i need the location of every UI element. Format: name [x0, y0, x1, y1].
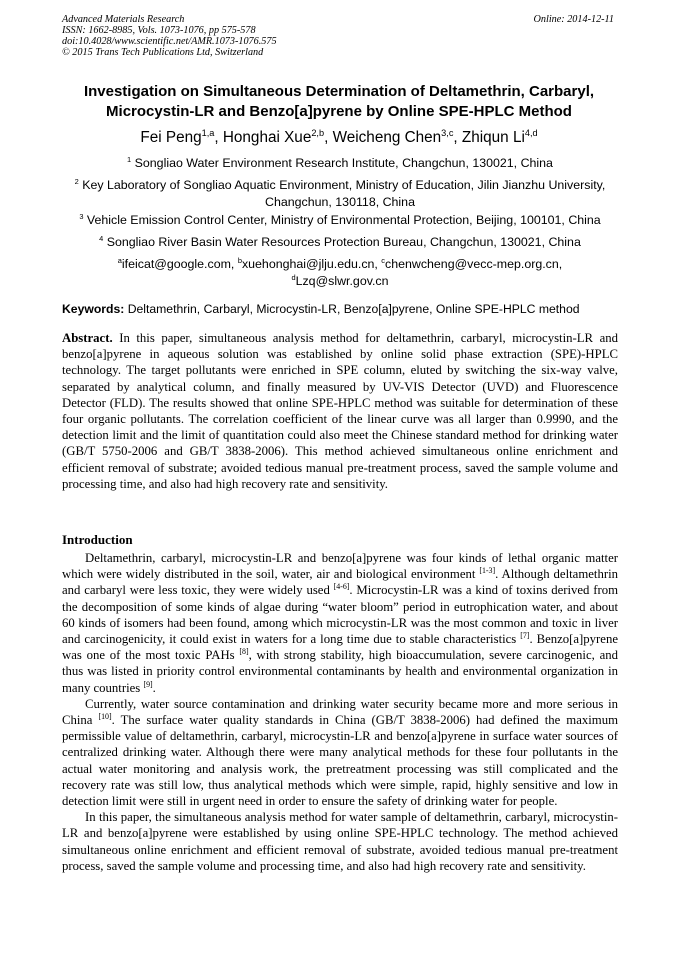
journal-name: Advanced Materials Research — [62, 14, 185, 25]
intro-paragraph-1: Deltamethrin, carbaryl, microcystin-LR and benzo[a]pyrene was four kinds of lethal organic matter which were widely distributed in the soil, water, air and biological environment [1-3]. Although deltamethrin and carbaryl were less toxic, they were widely used [4-6]. Microcystin-LR was a kind of toxins derived from the decomposition of some kinds of algae during “water bloom” period in eutrophication water, and about 60 kinds of isomers had been found, among which microcystin-LR was the most common and toxic in liver and carcinogenicity, it could exist in waters for a long time due to stable characteristics [7]. Benzo[a]pyrene was one of the most toxic PAHs [8], with strong stability, high bioaccumulation, severe carcinogenic, and thus was listed in priority control environmental contaminants by health and environmental organization in many countries [9]. — [62, 551, 618, 695]
issn-line: ISSN: 1662-8985, Vols. 1073-1076, pp 575-578 — [62, 25, 256, 36]
affiliation-1: $^1$ Songliao Water Environment Research Institute, Changchun, 130021, China — [127, 154, 553, 170]
citation[interactable]: [1-3] — [479, 565, 496, 575]
keywords — [62, 301, 618, 317]
affiliation-2: $^2$ Key Laboratory of Songliao Aquatic Environment, Ministry of Education, Jilin Jianzhu University, Changchun, 130118, China — [74, 176, 606, 209]
abstract-label: Abstract. — [62, 331, 113, 345]
keywords-label: Keywords: — [62, 302, 125, 316]
citation[interactable]: [4-6] — [333, 582, 350, 592]
paper-title — [40, 82, 638, 122]
abstract-text: In this paper, simultaneous analysis method for deltamethrin, carbaryl, microcystin-LR and benzo[a]pyrene in aqueous solution was established by online solid phase extraction (SPE)-HPLC technology. The target pollutants were enriched in SPE column, eluted by switching the six-way valve, separated by analytical column, and finally measured by UV-VIS Detector (UVD) and Fluorescence Detector (FLD). The results showed that online SPE-HPLC method was suitable for determination of these four organic pollutants. The correlation coefficient of the linear curve was all larger than 0.9990, and the detection limit and the limit of quantitation could also meet the Chinese standard method for drinking water (GB/T 5750-2006 and GB/T 3838-2006). This method achieved simultaneous online enrichment and efficient removal of substrate; avoided tedious manual pre-treatment process, saved the sample volume and processing time, and also had high recovery rate and sensitivity. — [62, 331, 618, 491]
abstract — [62, 330, 618, 492]
affiliation-4: $^4$ Songliao River Basin Water Resources Protection Bureau, Changchun, 130021, China — [99, 233, 581, 249]
email-d[interactable]: $^d$Lzq@slwr.gov.cn — [291, 272, 389, 288]
email-b[interactable]: $^b$xuehonghai@jlju.edu.cn — [237, 255, 375, 271]
citation[interactable]: [10] — [98, 711, 112, 721]
author-list — [40, 129, 638, 147]
introduction-body — [62, 550, 618, 874]
author: Weicheng Chen$^{3,c}$, — [332, 127, 462, 146]
online-date: Online: 2014-12-11 — [533, 14, 614, 25]
email-c[interactable]: $^c$chenwcheng@vecc-mep.org.cn — [381, 255, 559, 271]
email-a[interactable]: $^a$ifeicat@google.com — [117, 255, 231, 271]
citation[interactable]: [9] — [143, 679, 153, 689]
intro-paragraph-3: In this paper, the simultaneous analysis method for water sample of deltamethrin, carbaryl, microcystin-LR and benzo[a]pyrene were established by using online SPE-HPLC technology. The method achieved simultaneous online enrichment and efficient removal of substrate, avoided tedious manual pre-treatment process, saved the sample volume and processing time, and also had high recovery rate and sensitivity. — [62, 810, 618, 873]
email-list: $^a$ifeicat@google.com, $^b$xuehonghai@jlju.edu.cn, $^c$chenwcheng@vecc-mep.org.cn, $^d$Lzq@slwr.gov.cn — [117, 255, 563, 288]
citation[interactable]: [7] — [520, 630, 530, 640]
intro-paragraph-2: Currently, water source contamination and drinking water security became more and more serious in China [10]. The surface water quality standards in China (GB/T 3838-2006) had defined the maximum permissible value of deltamethrin, carbaryl, microcystin-LR and benzo[a]pyrene in surface water sources of centralized drinking water. Although there were many analytical methods for these four pollutants in the actual water monitoring and analysis work, the pretreatment processing was still complicated and the recovery rate was still low, thus analytical methods which were simple, rapid, highly sensitive and low in detection limit were still in urgent need in order to ensure the safety of drinking water for people. — [62, 696, 618, 809]
journal-header — [62, 14, 618, 58]
author: Zhiqun Li$^{4,d}$ — [461, 127, 538, 146]
title-line-2: Microcystin-LR and Benzo[a]pyrene by Online SPE-HPLC Method — [106, 103, 572, 120]
section-heading-introduction: Introduction — [62, 532, 133, 547]
doi-line[interactable]: doi:10.4028/www.scientific.net/AMR.1073-1076.575 — [62, 36, 277, 47]
author: Fei Peng$^{1,a}$, — [140, 127, 223, 146]
author: Honghai Xue$^{2,b}$, — [222, 127, 333, 146]
title-line-1: Investigation on Simultaneous Determination of Deltamethrin, Carbaryl, — [83, 83, 595, 100]
affiliation-3: $^3$ Vehicle Emission Control Center, Ministry of Environmental Protection, Beijing, 100101, China — [79, 211, 601, 227]
copyright-line: © 2015 Trans Tech Publications Ltd, Switzerland — [62, 47, 264, 58]
citation[interactable]: [8] — [239, 646, 249, 656]
keywords-text: Deltamethrin, Carbaryl, Microcystin-LR, Benzo[a]pyrene, Online SPE-HPLC method — [127, 302, 580, 316]
